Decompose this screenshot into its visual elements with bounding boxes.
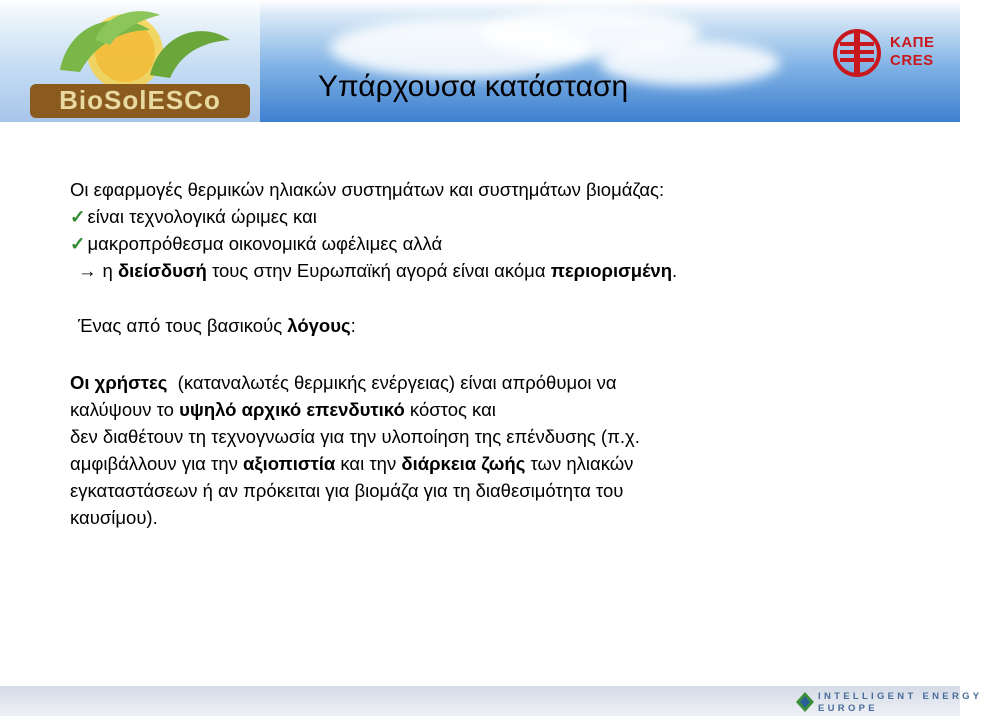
biosolesco-logo-graphic xyxy=(0,0,260,122)
check-item xyxy=(70,230,930,257)
checkmark-icon: ✓ xyxy=(70,233,86,254)
text-span: καλύψουν το xyxy=(70,399,180,420)
paragraph-line xyxy=(70,369,930,396)
text-span: αμφιβάλλουν για την xyxy=(70,453,243,474)
bold-text: διάρκεια ζωής xyxy=(401,453,526,474)
cres-label: CRES xyxy=(890,52,934,69)
text-span: τους στην Ευρωπαϊκή αγορά είναι ακόμα xyxy=(206,260,551,281)
text-span: Ένας από τους βασικούς xyxy=(78,315,288,336)
text-span: η xyxy=(102,260,118,281)
logo-wordmark: BioSolESCo xyxy=(59,85,221,115)
header-banner xyxy=(0,0,960,122)
kape-cres-logo xyxy=(832,28,944,80)
bold-text: Οι χρήστες xyxy=(70,372,168,393)
kape-label: ΚΑΠΕ xyxy=(890,34,935,51)
paragraph-line xyxy=(70,396,930,423)
ie-line1: INTELLIGENT ENERGY xyxy=(818,691,982,702)
bold-text: αξιοπιστία xyxy=(243,453,336,474)
intro-line: Οι εφαρμογές θερμικών ηλιακών συστημάτων και συστημάτων βιομάζας: xyxy=(70,179,665,200)
reasons-heading xyxy=(70,312,930,339)
slide-body xyxy=(70,176,930,531)
checkmark-icon: ✓ xyxy=(70,206,86,227)
page-title: Υπάρχουσα κατάσταση xyxy=(318,70,629,103)
check-item-text: είναι τεχνολογικά ώριμες και xyxy=(87,206,317,227)
text-span: : xyxy=(350,315,356,336)
ie-line2: EUROPE xyxy=(818,703,878,714)
paragraph-line: εγκαταστάσεων ή αν πρόκειται για βιομάζα για τη διαθεσιμότητα του xyxy=(70,480,624,501)
arrow-item xyxy=(70,257,930,284)
text-span: (καταναλωτές θερμικής ενέργειας) είναι απρόθυμοι να xyxy=(167,372,617,393)
check-item-text: μακροπρόθεσμα οικονομικά ωφέλιμες αλλά xyxy=(87,233,443,254)
ie-emblem-icon xyxy=(794,690,816,714)
footer-bar xyxy=(0,686,960,716)
text-span: των ηλιακών xyxy=(525,453,634,474)
paragraph-line xyxy=(70,450,930,477)
paragraph-line: καυσίμου). xyxy=(70,507,158,528)
check-item xyxy=(70,203,930,230)
kape-emblem-icon xyxy=(832,28,882,78)
bold-text: περιορισμένη xyxy=(550,260,673,281)
biosolesco-logo xyxy=(0,0,260,122)
bold-text: υψηλό αρχικό επενδυτικό xyxy=(179,399,405,420)
bold-text: λόγους xyxy=(287,315,351,336)
paragraph-line: δεν διαθέτουν τη τεχνογνωσία για την υλοποίηση της επένδυσης (π.χ. xyxy=(70,426,640,447)
text-span: . xyxy=(672,260,678,281)
bold-text: διείσδυσή xyxy=(117,260,207,281)
text-span: και την xyxy=(335,453,402,474)
arrow-right-icon: → xyxy=(78,260,97,281)
text-span: κόστος και xyxy=(404,399,496,420)
